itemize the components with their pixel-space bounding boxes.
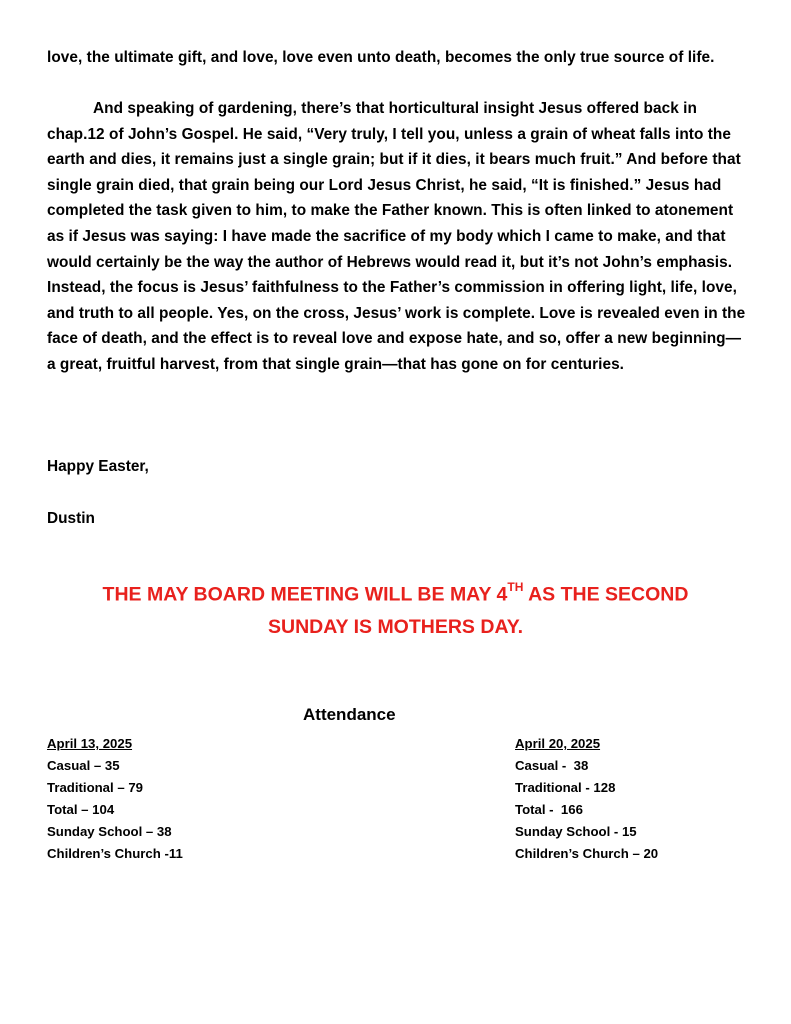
attendance-total: Total – 104 xyxy=(47,802,115,817)
attendance-sunday-school: Sunday School - 15 xyxy=(515,824,637,839)
signature: Dustin xyxy=(47,510,95,527)
board-meeting-notice-line-1 xyxy=(0,582,791,607)
notice-superscript: TH xyxy=(507,580,524,594)
board-meeting-notice-line-2: SUNDAY IS MOTHERS DAY. xyxy=(267,616,523,638)
body-paragraph-1: love, the ultimate gift, and love, love even unto death, becomes the only true source of life. xyxy=(47,49,715,66)
attendance-column-april-13 xyxy=(47,734,183,866)
closing-line: Happy Easter, xyxy=(47,458,149,475)
attendance-childrens-church: Children’s Church – 20 xyxy=(515,846,659,861)
attendance-casual: Casual – 35 xyxy=(47,758,120,773)
attendance-date: April 13, 2025 xyxy=(47,736,133,751)
attendance-childrens-church: Children’s Church -11 xyxy=(47,846,183,861)
notice-text-start: THE MAY BOARD MEETING WILL BE MAY 4 xyxy=(102,583,508,606)
attendance-total: Total - 166 xyxy=(515,802,583,817)
attendance-heading: Attendance xyxy=(303,705,396,724)
attendance-casual: Casual - 38 xyxy=(515,758,589,773)
attendance-traditional: Traditional - 128 xyxy=(515,780,616,795)
attendance-column-april-20 xyxy=(515,734,658,866)
attendance-sunday-school: Sunday School – 38 xyxy=(47,824,172,839)
attendance-date: April 20, 2025 xyxy=(515,736,601,751)
notice-text-end: AS THE SECOND xyxy=(523,583,689,606)
body-paragraph-2: And speaking of gardening, there’s that horticultural insight Jesus offered back in chap.12 of John’s Gospel. He said, “Very truly, I tell you, unless a grain of wheat falls into the earth and dies, it remains just a single grain; but if it dies, it bears much fruit.” And before that single grain died, that grain being our Lord Jesus Christ, he said, “It is finished.” Jesus had completed the task given to him, to make the Father known. This is often linked to atonement as if Jesus was saying: I have made the sacrifice of my body which I came to make, and that would certainly be the way the author of Hebrews would read it, but it’s not John’s emphasis. Instead, the focus is Jesus’ faithfulness to the Father’s commission in offering light, life, love, and truth to all people. Yes, on the cross, Jesus’ work is complete. Love is revealed even in the face of death, and the effect is to reveal love and expose hate, and so, offer a new beginning—a great, fruitful harvest, from that single grain—that has gone on for centuries. xyxy=(47,100,746,373)
attendance-traditional: Traditional – 79 xyxy=(47,780,144,795)
